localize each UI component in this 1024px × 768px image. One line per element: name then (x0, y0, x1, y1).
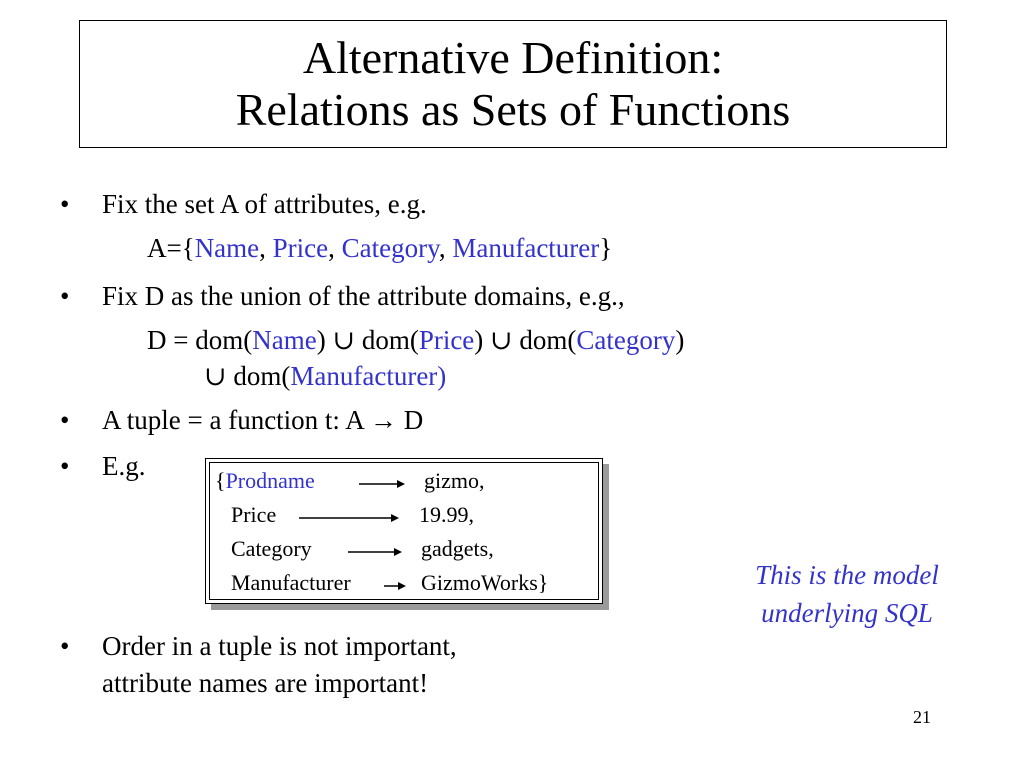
union-symbol: ∪ (204, 361, 227, 391)
domain-prefix: D = dom( (147, 325, 253, 355)
attr-name: Name (194, 233, 260, 263)
bullet-marker: • (60, 405, 70, 435)
bullet-fix-attributes: Fix the set A of attributes, e.g. (102, 189, 427, 219)
domain-line-1 (147, 325, 684, 356)
attributes-prefix: A={ (147, 233, 195, 263)
tuple-text: A tuple = a function t: A (102, 405, 364, 435)
bullet-example: E.g. (102, 451, 146, 481)
union-symbol: ∪ (332, 325, 356, 355)
arrow-icon (348, 547, 402, 557)
note-line-1: This is the model (755, 560, 939, 590)
example-attr: Prodname (225, 468, 315, 493)
example-row-prodname (215, 468, 315, 494)
arrow-icon (384, 581, 406, 591)
dom-label: dom( (233, 361, 291, 391)
example-tuple-box (205, 458, 603, 604)
open-brace: { (215, 468, 226, 493)
example-value: gadgets, (421, 536, 494, 561)
domain-manufacturer: Manufacturer) (290, 361, 447, 391)
bullet-order-line-1: Order in a tuple is not important, (102, 631, 457, 661)
attr-sep: , (259, 233, 266, 263)
bullet-marker: • (60, 281, 70, 311)
sql-model-note (712, 556, 982, 632)
attr-sep: , (328, 233, 335, 263)
title-line-2: Relations as Sets of Functions (235, 84, 791, 135)
attr-price: Price (272, 233, 329, 263)
domain-price: Price (418, 325, 475, 355)
example-attr: Category (231, 536, 312, 561)
union-symbol: ∪ (490, 325, 513, 355)
domain-category: Category (576, 325, 676, 355)
bullet-tuple-function (102, 405, 423, 436)
bullet-marker: • (60, 631, 70, 661)
attr-category: Category (341, 233, 439, 263)
arrow-icon (299, 513, 399, 523)
example-value: GizmoWorks} (421, 570, 549, 595)
arrow-icon (359, 479, 405, 489)
title-line-1: Alternative Definition: (302, 32, 724, 83)
bullet-fix-domain: Fix D as the union of the attribute domains, e.g., (102, 281, 625, 311)
paren-close: ) (675, 325, 685, 355)
example-value: gizmo, (424, 468, 485, 493)
paren-close: ) (474, 325, 484, 355)
dom-label: dom( (519, 325, 577, 355)
bullet-marker: • (60, 451, 70, 481)
bullet-order-line-2: attribute names are important! (102, 668, 429, 698)
domain-name: Name (252, 325, 317, 355)
attr-manufacturer: Manufacturer (452, 233, 600, 263)
page-number: 21 (913, 707, 931, 727)
note-line-2: underlying SQL (761, 598, 933, 628)
arrow-icon: → (369, 405, 397, 435)
attributes-line (147, 233, 612, 264)
slide-title (79, 20, 947, 148)
example-attr: Price (231, 502, 277, 527)
paren-close: ) (316, 325, 326, 355)
example-value: 19.99, (419, 502, 474, 527)
example-attr: Manufacturer (231, 570, 351, 595)
domain-line-2 (204, 361, 446, 392)
tuple-codomain: D (403, 405, 424, 435)
attr-sep: , (438, 233, 446, 263)
dom-label: dom( (361, 325, 419, 355)
attributes-suffix: } (599, 233, 613, 263)
bullet-marker: • (60, 189, 70, 219)
